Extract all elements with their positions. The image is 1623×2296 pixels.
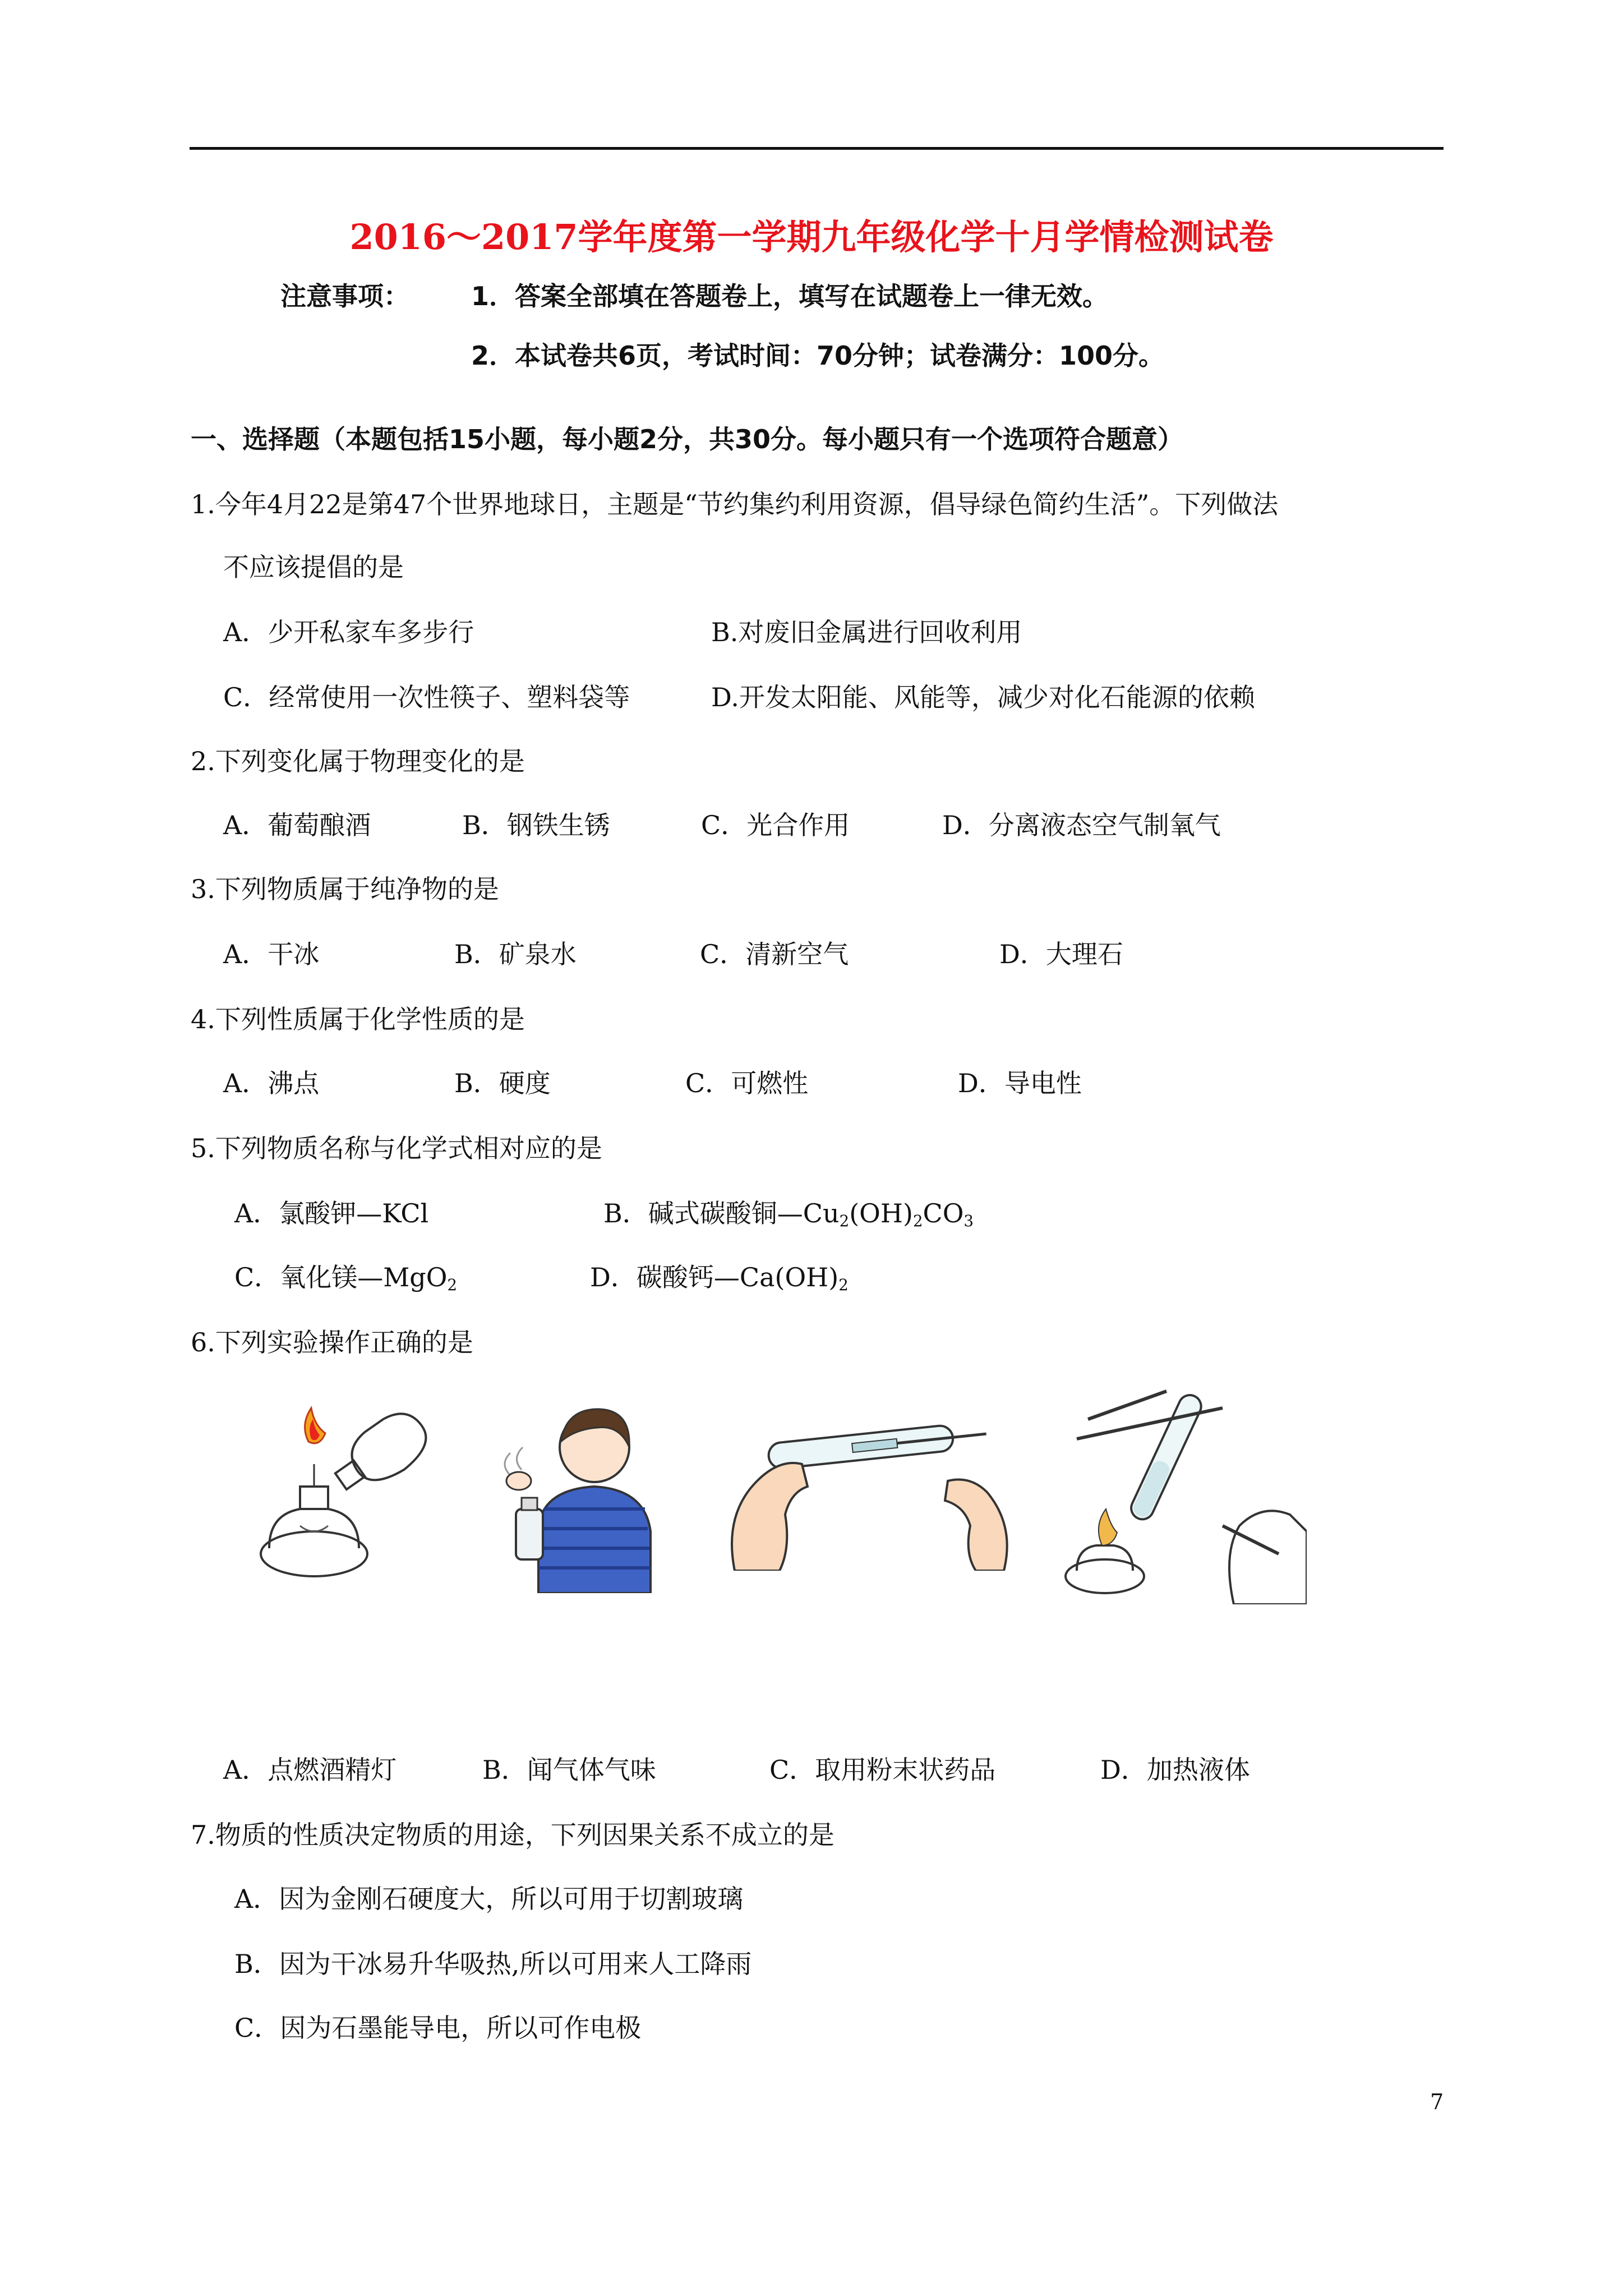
q5-option-b: B．碱式碳酸铜$—Cu_2(OH)_2CO_3$ [603, 1198, 974, 1230]
q5-stem: 5.下列物质名称与化学式相对应的是 [191, 1133, 602, 1163]
figure-heating-liquid [1054, 1386, 1307, 1604]
exam-title: 2016～2017学年度第一学期九年级化学十月学情检测试卷 [349, 217, 1274, 257]
q4-option-d: D．导电性 [958, 1068, 1082, 1098]
q5-option-c: C．氧化镁—MgO$_2$ [234, 1262, 458, 1294]
q2-option-b: B．钢铁生锈 [462, 810, 610, 840]
page-number: 7 [1430, 2090, 1444, 2114]
q2-option-a: A．葡萄酿酒 [223, 810, 371, 840]
q7-option-a: A．因为金刚石硬度大，所以可用于切割玻璃 [234, 1884, 744, 1914]
notes-label: 注意事项： [280, 281, 409, 311]
q1-option-b: B.对废旧金属进行回收利用 [711, 617, 1022, 647]
figure-smelling-gas [477, 1397, 667, 1593]
section-heading: 一、选择题（本题包括15小题，每小题2分，共30分。每小题只有一个选项符合题意） [191, 424, 1184, 454]
q4-option-a: A．沸点 [223, 1068, 320, 1098]
figure-powder-reagent [723, 1402, 1015, 1571]
q2-stem: 2.下列变化属于物理变化的是 [191, 746, 525, 776]
q3-option-a: A．干冰 [223, 939, 320, 969]
header-rule [190, 147, 1444, 150]
q1-stem-line1: 1.今年4月22是第47个世界地球日，主题是“节约集约利用资源，倡导绿色简约生活”。下列做法 [191, 489, 1279, 519]
note-item-1: 1．答案全部填在答题卷上，填写在试题卷上一律无效。 [471, 281, 1109, 311]
q3-option-c: C．清新空气 [700, 939, 849, 969]
q7-option-c: C．因为石墨能导电，所以可作电极 [234, 2013, 642, 2043]
q7-stem: 7.物质的性质决定物质的用途，下列因果关系不成立的是 [191, 1820, 834, 1850]
q6-option-d: D．加热液体 [1100, 1755, 1250, 1785]
q4-option-c: C．可燃性 [685, 1068, 809, 1098]
q5-option-d: D．碳酸钙$—Ca(OH)_2$ [590, 1262, 849, 1294]
q2-option-c: C．光合作用 [701, 810, 850, 840]
q4-option-b: B．硬度 [454, 1068, 551, 1098]
q7-option-b: B．因为干冰易升华吸热,所以可用来人工降雨 [234, 1949, 752, 1979]
q3-stem: 3.下列物质属于纯净物的是 [191, 874, 499, 904]
q6-stem: 6.下列实验操作正确的是 [191, 1327, 473, 1358]
q3-option-d: D．大理石 [999, 939, 1123, 969]
note-item-2: 2．本试卷共6页，考试时间：70分钟；试卷满分：100分。 [471, 341, 1165, 371]
q3-option-b: B．矿泉水 [454, 939, 577, 969]
q6-option-c: C．取用粉末状药品 [769, 1755, 996, 1785]
q1-option-d: D.开发太阳能、风能等，减少对化石能源的依赖 [711, 682, 1255, 712]
q6-option-b: B．闻气体气味 [482, 1755, 656, 1785]
q1-stem-line2: 不应该提倡的是 [223, 552, 404, 582]
figure-alcohol-lamp [247, 1402, 432, 1588]
q2-option-d: D．分离液态空气制氧气 [942, 810, 1221, 840]
q6-option-a: A．点燃酒精灯 [223, 1755, 397, 1785]
q1-option-a: A．少开私家车多步行 [223, 617, 474, 647]
q1-option-c: C．经常使用一次性筷子、塑料袋等 [223, 682, 630, 712]
q4-stem: 4.下列性质属于化学性质的是 [191, 1004, 525, 1034]
q5-option-a: A．氯酸钾—KCl [234, 1198, 429, 1228]
